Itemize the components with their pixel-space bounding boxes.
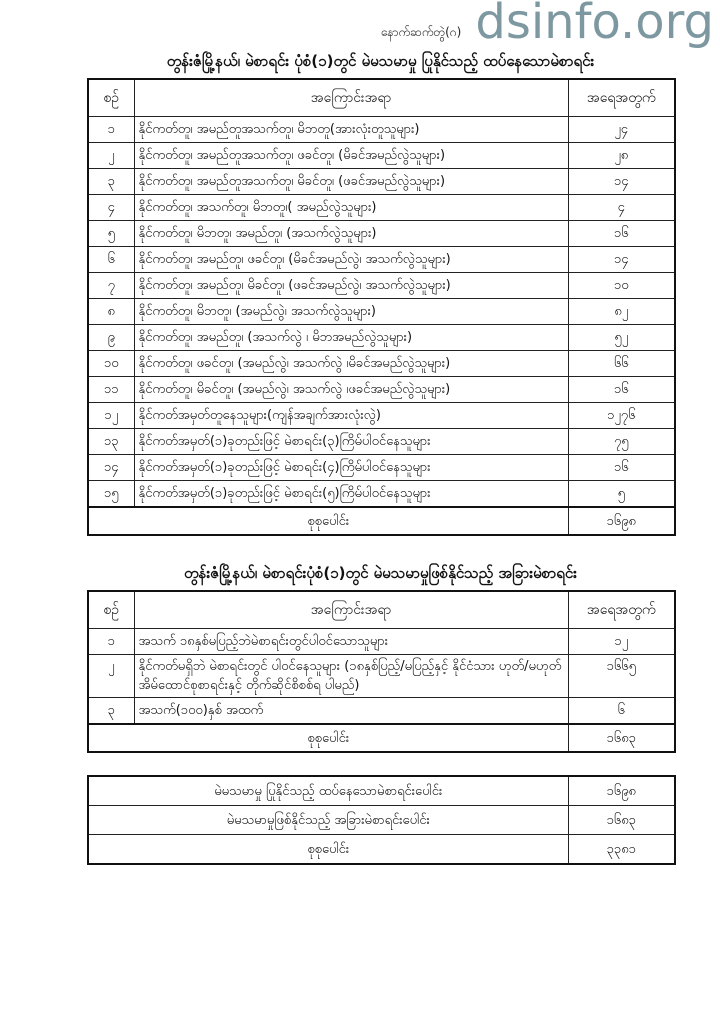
row-description: နိုင်ကတ်တူ၊ အမည်တူအသက်တူ၊ မိခင်တူ၊ (ဖခင်အမည်လွဲသူများ)	[134, 169, 568, 195]
row-description: နိုင်ကတ်တူ၊ အမည်တူ၊ ဖခင်တူ၊ (မိခင်အမည်လွဲ၊ အသက်လွဲသူများ)	[134, 247, 568, 273]
row-description: အသက်(၁၀၀)နှစ် အထက်	[134, 698, 568, 725]
total-label: စုစုပေါင်း	[88, 507, 568, 535]
watermark: dsinfo.org	[475, 0, 714, 50]
row-count: ၅	[568, 481, 675, 508]
row-count: ၄	[568, 195, 675, 221]
row-number: ၁၅	[88, 481, 134, 508]
row-count: ၁၆	[568, 455, 675, 481]
row-description: နိုင်ကတ်တူ၊ အမည်တူအသက်တူ၊ ဖခင်တူ၊ (မိခင်အမည်လွဲသူများ)	[134, 143, 568, 169]
row-count: ၂၈	[568, 143, 675, 169]
row-number: ၁၁	[88, 377, 134, 403]
row-number: ၁	[88, 117, 134, 143]
table-row	[88, 655, 675, 698]
row-description: နိုင်ကတ်အမှတ်(၁)ခုတည်းဖြင့် မဲစာရင်း(၅)ကြိမ်ပါဝင်နေသူများ	[134, 481, 568, 508]
row-description: နိုင်ကတ်တူ၊ မိခင်တူ၊ (အမည်လွဲ၊ အသက်လွဲ ၊ဖခင်အမည်လွဲသူများ)	[134, 377, 568, 403]
row-number: ၃	[88, 169, 134, 195]
table-row	[88, 221, 675, 247]
row-count: ၁၆၆၅	[568, 655, 675, 698]
row-count: ၁၀	[568, 273, 675, 299]
row-number: ၁	[88, 629, 134, 655]
summary-row	[88, 835, 675, 865]
table-row	[88, 429, 675, 455]
summary-table	[87, 775, 676, 865]
header-no: စဉ်	[88, 79, 134, 117]
row-description: နိုင်ကတ်အမှတ်(၁)ခုတည်းဖြင့် မဲစာရင်း(၄)ကြိမ်ပါဝင်နေသူများ	[134, 455, 568, 481]
summary-value: ၃၃၈၁	[568, 835, 675, 865]
table-row	[88, 195, 675, 221]
table-row	[88, 247, 675, 273]
header-count: အရေအတွက်	[568, 79, 675, 117]
row-number: ၆	[88, 247, 134, 273]
row-number: ၂	[88, 655, 134, 698]
row-number: ၅	[88, 221, 134, 247]
row-number: ၉	[88, 325, 134, 351]
row-count: ၁၆	[568, 377, 675, 403]
table-row	[88, 143, 675, 169]
row-description: နိုင်ကတ်တူ၊ အမည်တူ၊ (အသက်လွဲ ၊ မိဘအမည်လွဲသူများ)	[134, 325, 568, 351]
table-row	[88, 273, 675, 299]
row-number: ၁၂	[88, 403, 134, 429]
row-description: နိုင်ကတ်အမှတ်(၁)ခုတည်းဖြင့် မဲစာရင်း(၃)ကြိမ်ပါဝင်နေသူများ	[134, 429, 568, 455]
table-row	[88, 481, 675, 508]
row-number: ၃	[88, 698, 134, 725]
row-number: ၁၄	[88, 455, 134, 481]
row-count: ၁၂၇၆	[568, 403, 675, 429]
header-description: အကြောင်းအရာ	[134, 591, 568, 629]
row-number: ၇	[88, 273, 134, 299]
row-description: နိုင်ကတ်တူ၊ အမည်တူ၊ မိခင်တူ၊ (ဖခင်အမည်လွဲ၊ အသက်လွဲသူများ)	[134, 273, 568, 299]
summary-label: စုစုပေါင်း	[88, 835, 568, 865]
row-description: နိုင်ကတ်တူ၊ အသက်တူ၊ မိဘတူ၊( အမည်လွဲသူများ)	[134, 195, 568, 221]
header-no: စဉ်	[88, 591, 134, 629]
summary-value: ၁၆၈၃	[568, 806, 675, 835]
table-row	[88, 117, 675, 143]
other-voter-table	[87, 590, 676, 753]
table-row	[88, 377, 675, 403]
row-count: ၁၄	[568, 169, 675, 195]
table-row	[88, 698, 675, 725]
row-count: ၆၆	[568, 351, 675, 377]
table1-title: တွန်းဇံမြို့နယ်၊ မဲစာရင်း ပုံစံ(၁)တွင် မဲမသမာမှု ပြုနိုင်သည့် ထပ်နေသောမဲစာရင်း	[166, 52, 595, 70]
table-row	[88, 629, 675, 655]
row-number: ၁၀	[88, 351, 134, 377]
page-header	[87, 0, 714, 50]
row-count: ၂၄	[568, 117, 675, 143]
total-value: ၁၆၉၈	[568, 507, 675, 535]
row-description: နိုင်ကတ်တူ၊ မိဘတူ၊ အမည်တူ၊ (အသက်လွဲသူများ)	[134, 221, 568, 247]
row-count: ၁၂	[568, 629, 675, 655]
row-description: အသက် ၁၈နှစ်မပြည့်ဘဲမဲစာရင်းတွင်ပါဝင်သောသူများ	[134, 629, 568, 655]
row-description: နိုင်ကတ်တူ၊ အမည်တူအသက်တူ၊ မိဘတူ(အားလုံးတူသူများ)	[134, 117, 568, 143]
row-description: နိုင်ကတ်မရှိဘဲ မဲစာရင်းတွင် ပါဝင်နေသူများ (၁၈နှစ်ပြည့်/မပြည့်နှင့် နိုင်ငံသား ဟုတ်/မဟုတ် အိမ်ထောင်စုစာရင်းနှင့် တိုက်ဆိုင်စိစစ်ရ ပါမည်)	[134, 655, 568, 698]
table-row	[88, 351, 675, 377]
table-row	[88, 325, 675, 351]
table-row	[88, 455, 675, 481]
table-row	[88, 299, 675, 325]
summary-label: မဲမသမာမှုဖြစ်နိုင်သည့် အခြားမဲစာရင်းပေါင်း	[88, 806, 568, 835]
appendix-note: နောက်ဆက်တွဲ(ဂ)	[380, 25, 462, 39]
summary-label: မဲမသမာမှု ပြုနိုင်သည့် ထပ်နေသောမဲစာရင်းပေါင်း	[88, 776, 568, 806]
row-number: ၄	[88, 195, 134, 221]
table2-title: တွန်းဇံမြို့နယ်၊ မဲစာရင်းပုံစံ(၁)တွင် မဲမသမာမှုဖြစ်နိုင်သည့် အခြားမဲစာရင်း	[183, 564, 577, 582]
row-count: ၇၅	[568, 429, 675, 455]
row-number: ၂	[88, 143, 134, 169]
summary-value: ၁၆၉၈	[568, 776, 675, 806]
table-row	[88, 169, 675, 195]
duplicate-voter-table	[87, 78, 676, 536]
table-row	[88, 403, 675, 429]
total-label: စုစုပေါင်း	[88, 724, 568, 752]
row-count: ၅၂	[568, 325, 675, 351]
row-count: ၆	[568, 698, 675, 725]
row-description: နိုင်ကတ်တူ၊ မိဘတူ၊ (အမည်လွဲ၊ အသက်လွဲသူများ)	[134, 299, 568, 325]
row-number: ၈	[88, 299, 134, 325]
summary-row	[88, 806, 675, 835]
row-count: ၁၄	[568, 247, 675, 273]
row-description: နိုင်ကတ်တူ၊ ဖခင်တူ၊ (အမည်လွဲ၊ အသက်လွဲ ၊မိခင်အမည်လွဲသူများ)	[134, 351, 568, 377]
row-count: ၈၂	[568, 299, 675, 325]
row-description: နိုင်ကတ်အမှတ်တူနေသူများ(ကျန်အချက်အားလုံးလွဲ)	[134, 403, 568, 429]
summary-row	[88, 776, 675, 806]
total-value: ၁၆၈၃	[568, 724, 675, 752]
header-description: အကြောင်းအရာ	[134, 79, 568, 117]
row-count: ၁၆	[568, 221, 675, 247]
header-count: အရေအတွက်	[568, 591, 675, 629]
row-number: ၁၃	[88, 429, 134, 455]
